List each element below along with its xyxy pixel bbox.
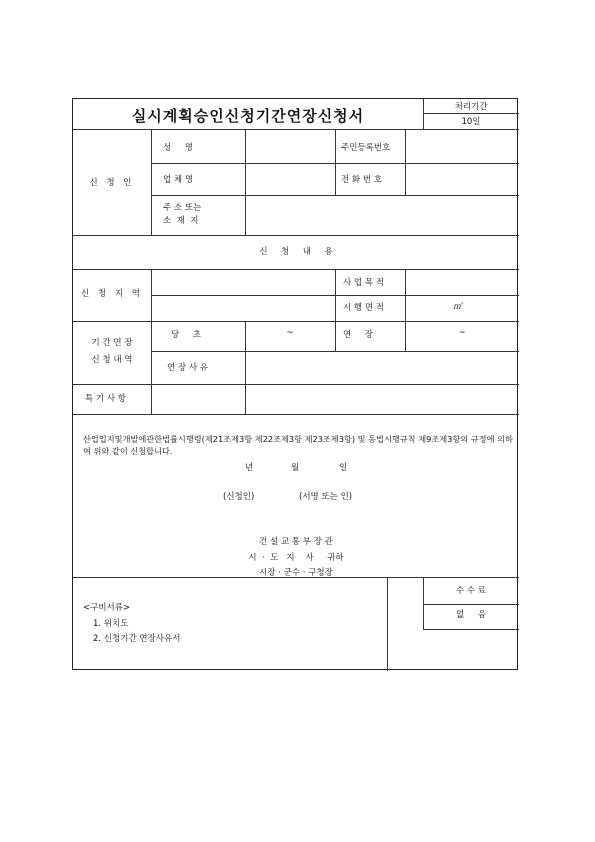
addressee-line1: 건 설 교 통 부 장 관: [259, 537, 333, 547]
fee-label: 수 수 료: [455, 586, 487, 596]
address-label-line1: 주 소 또는: [163, 203, 202, 213]
date-month: 월: [291, 463, 300, 473]
extension-reason-label: 연 장 사 유: [167, 363, 208, 373]
form-title: 실시계획승인신청기간연장신청서: [131, 107, 365, 125]
business-purpose-label: 사 업 목 적: [343, 278, 384, 288]
business-purpose-field[interactable]: [406, 270, 518, 294]
area-field-1[interactable]: [152, 270, 334, 294]
declaration-text: 산업입지및개발에관한법률시행령(제21조제3항 제22조제3항 제23조제3항) 및 동법시행규칙 제9조제3항의 규정에 의하여 위와 같이 신청합니다.: [83, 434, 513, 456]
address-field[interactable]: [246, 196, 518, 234]
addressee-line3: 시장 · 군수 · 구청장: [259, 568, 333, 578]
name-field[interactable]: [246, 130, 334, 163]
date-year: 년: [245, 463, 254, 473]
resident-number-label: 주민등록번호: [341, 143, 391, 153]
address-label-line2: 소 재 지: [163, 216, 199, 226]
area-unit-m2: ㎡: [453, 302, 462, 312]
extension-section-label-line1: 기 간 연 장: [91, 338, 133, 348]
processing-period-value: 10일: [461, 117, 481, 127]
name-label: 성 명: [163, 143, 193, 153]
extension-period-label: 연 장: [343, 330, 373, 340]
fee-value: 없 음: [456, 610, 486, 620]
implementation-area-label: 시 행 면 적: [343, 303, 384, 313]
required-documents-header: <구비서류>: [83, 603, 131, 613]
applicant-section-label: 신 청 인: [89, 178, 135, 188]
area-field-2[interactable]: [152, 296, 334, 320]
special-notes-label: 특 기 사 항: [85, 394, 126, 404]
phone-field[interactable]: [406, 164, 518, 195]
company-field[interactable]: [246, 164, 334, 195]
area-section-label: 신 청 지 역: [81, 289, 143, 299]
addressee-line2: 시 · 도 지 사 귀하: [248, 553, 344, 563]
required-document-item-1: 1. 위치도: [93, 619, 129, 629]
required-document-item-2: 2. 신청기간 연장사유서: [93, 634, 181, 644]
extension-reason-field[interactable]: [246, 352, 518, 382]
date-day: 일: [339, 463, 348, 473]
content-header: 신 청 내 용: [259, 247, 333, 257]
application-form: [72, 98, 518, 670]
phone-label: 전 화 번 호: [341, 175, 382, 185]
resident-number-field[interactable]: [406, 130, 518, 163]
extension-period-tilde: ~: [458, 328, 466, 338]
original-period-label: 당 초: [171, 330, 201, 340]
applicant-signature-label: (신청인): [223, 492, 255, 502]
extension-section-label-line2: 신 청 내 역: [91, 355, 133, 365]
original-period-tilde: ~: [286, 328, 294, 338]
signature-or-seal-label: (서명 또는 인): [299, 492, 353, 502]
processing-period-label: 처리기간: [454, 102, 488, 112]
special-notes-field[interactable]: [152, 385, 518, 413]
company-label: 업 체 명: [163, 175, 194, 185]
